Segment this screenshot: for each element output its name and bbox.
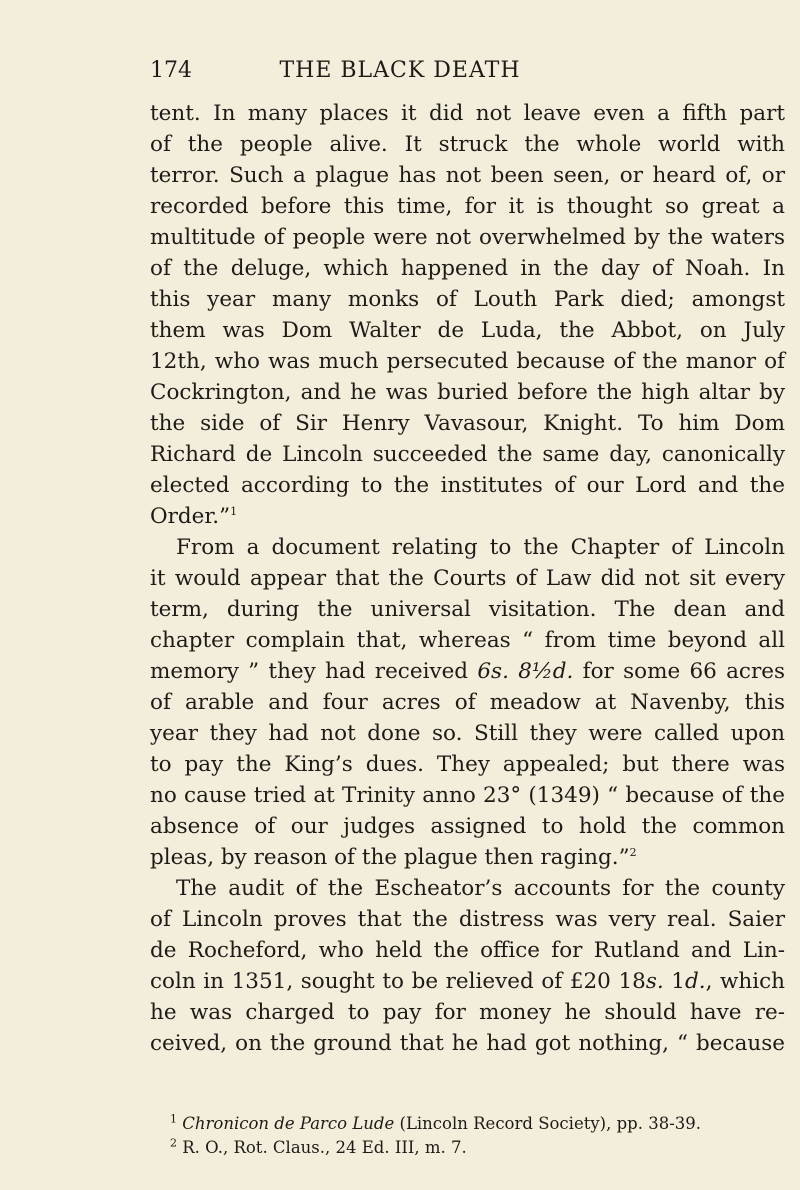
text-line: to pay the King’s dues. They appealed; but there was <box>150 752 785 777</box>
text-line: year they had not done so. Still they were called upon <box>150 721 785 746</box>
text-line: ceived, on the ground that he had got nothing, “ because <box>150 1031 785 1056</box>
footnote-2 <box>150 1136 785 1160</box>
text-line: From a document relating to the Chapter of Lincoln <box>176 535 785 560</box>
text-line: no cause tried at Trinity anno 23° (1349) “ because of the <box>150 783 785 808</box>
text-line: Cockrington, and he was buried before the high altar by <box>150 380 785 405</box>
footnote-text: R. O., Rot. Claus., 24 Ed. III, m. 7. <box>177 1138 467 1157</box>
page-header <box>0 58 800 92</box>
footnotes <box>150 1112 785 1160</box>
text-line: elected according to the institutes of our Lord and the <box>150 473 785 498</box>
text-line: de Rocheford, who held the office for Rutland and Lin- <box>150 938 785 963</box>
text-line: them was Dom Walter de Luda, the Abbot, on July <box>150 318 785 343</box>
footnote-mark: 1 <box>170 1112 177 1126</box>
text-line: The audit of the Escheator’s accounts for the county <box>176 876 785 901</box>
text-line: it would appear that the Courts of Law did not sit every <box>150 566 785 591</box>
shilling-mark: s. <box>645 969 664 994</box>
text-line: terror. Such a plague has not been seen, or heard of, or <box>150 163 785 188</box>
coln-mid: 1 <box>663 969 685 994</box>
text-line: of the deluge, which happened in the day of Noah. In <box>150 256 785 281</box>
text-line: of arable and four acres of meadow at Navenby, this <box>150 690 785 715</box>
text-line: 12th, who was much persecuted because of the manor of <box>150 349 785 374</box>
order-text: Order.” <box>150 504 231 529</box>
text-line: multitude of people were not overwhelmed by the waters <box>150 225 785 250</box>
text-line: Richard de Lincoln succeeded the same day, canonically <box>150 442 785 467</box>
footnote-mark: 2 <box>170 1136 177 1150</box>
running-title: THE BLACK DEATH <box>279 58 521 83</box>
pence-mark: d. <box>684 969 706 994</box>
footnote-1 <box>150 1112 785 1136</box>
text-line <box>150 656 785 687</box>
text-line: term, during the universal visitation. The dean and <box>150 597 785 622</box>
coln-after: , which <box>705 969 785 994</box>
text-line <box>150 501 785 532</box>
text-line: this year many monks of Louth Park died; amongst <box>150 287 785 312</box>
text-line: he was charged to pay for money he should have re- <box>150 1000 785 1025</box>
pleas-text: pleas, by reason of the plague then raging.” <box>150 845 630 870</box>
coln-before: coln in 1351, sought to be relieved of £20 18 <box>150 969 646 994</box>
text-line: tent. In many places it did not leave even a fifth part <box>150 101 785 126</box>
memory-before: memory ” they had received <box>150 659 478 684</box>
text-line: the side of Sir Henry Vavasour, Knight. To him Dom <box>150 411 785 436</box>
memory-after: for some 66 acres <box>573 659 786 684</box>
body-text <box>150 98 785 1059</box>
footnote-ref-2[interactable]: 2 <box>629 845 637 859</box>
text-line: of Lincoln proves that the distress was very real. Saier <box>150 907 785 932</box>
page-number: 174 <box>150 58 192 83</box>
footnote-title: Chronicon de Parco Lude <box>182 1114 395 1133</box>
text-line: of the people alive. It struck the whole world with <box>150 132 785 157</box>
text-line: recorded before this time, for it is thought so great a <box>150 194 785 219</box>
text-line: chapter complain that, whereas “ from time beyond all <box>150 628 785 653</box>
shillings-pence: 6s. 8½d. <box>477 659 574 684</box>
footnote-ref-1[interactable]: 1 <box>230 504 238 518</box>
text-line <box>150 842 785 873</box>
text-line <box>150 966 785 997</box>
text-line: absence of our judges assigned to hold the common <box>150 814 785 839</box>
footnote-text: (Lincoln Record Society), pp. 38-39. <box>394 1114 702 1133</box>
